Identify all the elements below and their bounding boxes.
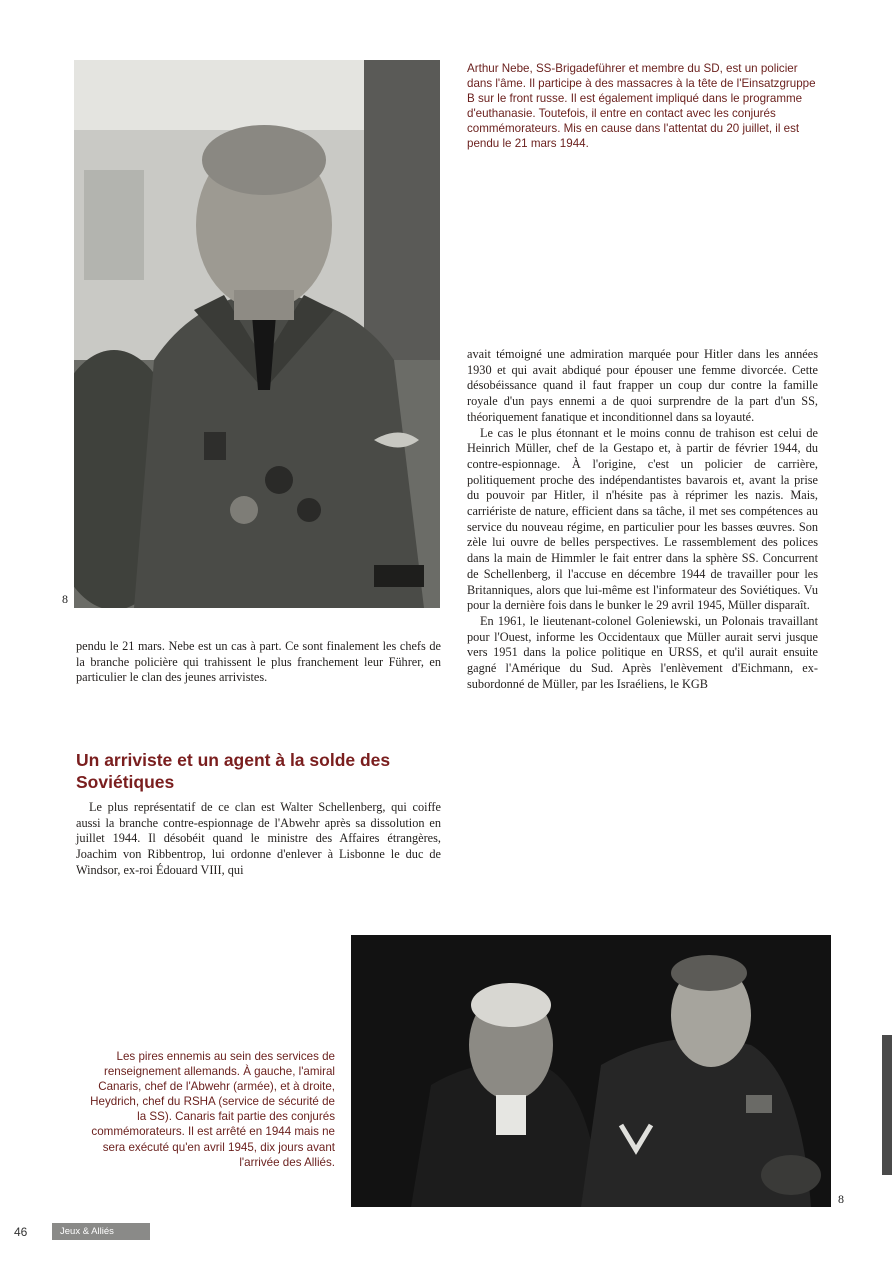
body-column-left-top bbox=[76, 639, 441, 686]
photo-credit-bottom: 8 bbox=[838, 1192, 844, 1206]
page-edge-tab bbox=[882, 1035, 892, 1175]
pair-illustration bbox=[351, 935, 831, 1207]
page-number: 46 bbox=[14, 1225, 28, 1239]
body-column-left-bottom bbox=[76, 800, 441, 879]
portrait-illustration bbox=[74, 60, 440, 608]
photo-credit-top: 8 bbox=[62, 592, 68, 606]
paragraph-schellenberg: Le plus représentatif de ce clan est Walter Schellenberg, qui coiffe aussi la branche contre-espionnage de l'Abwehr après sa dissolution en juillet 1944. Il désobéit quand le ministre des Affaires étrangères, Joachim von Ribbentrop, lui ordonne d'enlever à Lisbonne le duc de Windsor, ex-roi Édouard VIII, qui bbox=[76, 800, 441, 877]
paragraph-muller: Le cas le plus étonnant et le moins connu de trahison est celui de Heinrich Müller, chef de la Gestapo et, à partir de février 1944, du contre-espionnage. À l'origine, c'est un policier de carrière, politiquement proche des indépendantistes bavarois et, avant la prise du pouvoir par Hitler, il n'hésite pas à réprimer les nazis. Mais, carriériste de nature, efficient dans sa tâche, il met ses compétences au service du nouveau régime, en particulier pour les basses œuvres. Son zèle lui ouvre de belles perspectives. Le rassemblement des polices dans la main de Himmler le fait entrer dans la sphère SS. Concurrent de Schellenberg, il l'accuse en décembre 1944 de travailler pour les Britanniques, alors que lui-même est l'informateur des Soviétiques. Vu pour la dernière fois dans le bunker le 29 avril 1945, Müller disparaît. bbox=[467, 425, 818, 613]
photo-canaris-heydrich bbox=[351, 935, 831, 1207]
paragraph-nebe-end: pendu le 21 mars. Nebe est un cas à part. Ce sont finalement les chefs de la branche policière qui trahissent le plus franchement leur Führer, en particulier le clan des jeunes arrivistes. bbox=[76, 639, 441, 685]
section-heading: Un arriviste et un agent à la solde des Soviétiques bbox=[76, 750, 391, 792]
body-column-right bbox=[467, 347, 818, 692]
paragraph-windsor: avait témoigné une admiration marquée pour Hitler dans les années 1930 et qui avait abdiqué pour épouser une femme divorcée. Cette désobéissance quand il faut frapper un coup dur contre la famille royale d'un pays ennemi a de quoi surprendre de la part d'un SS, théoriquement fanatique et inconditionnel dans sa loyauté. bbox=[467, 347, 818, 424]
footer-magazine-tag: Jeux & Alliés bbox=[52, 1223, 150, 1240]
caption-nebe: Arthur Nebe, SS-Brigadeführer et membre du SD, est un policier dans l'âme. Il participe à des massacres à la tête de l'Einsatzgruppe B sur le front russe. Il est également impliqué dans le programme d'euthanasie. Toutefois, il entre en contact avec les conjurés commémorateurs. Mis en cause dans l'attentat du 20 juillet, il est pendu le 21 mars 1944. bbox=[467, 62, 816, 151]
paragraph-goleniewski: En 1961, le lieutenant-colonel Goleniewski, un Polonais travaillant pour l'Ouest, informe les Occidentaux que Müller aurait servi jusque vers 1951 dans la police politique en URSS, et qu'il aurait ensuite gagné l'Amérique du Sud. Après l'enlèvement d'Eichmann, ex-subordonné de Müller, par les Israéliens, le KGB bbox=[467, 613, 818, 691]
photo-arthur-nebe bbox=[74, 60, 440, 608]
caption-canaris-heydrich: Les pires ennemis au sein des services de renseignement allemands. À gauche, l'amiral Canaris, chef de l'Abwehr (armée), et à droite, Heydrich, chef du RSHA (service de sécurité de la SS). Canaris fait partie des conjurés commémorateurs. Il est arrêté en 1944 mais ne sera exécuté qu'en avril 1945, dix jours avant l'arrivée des Alliés. bbox=[90, 1050, 335, 1169]
